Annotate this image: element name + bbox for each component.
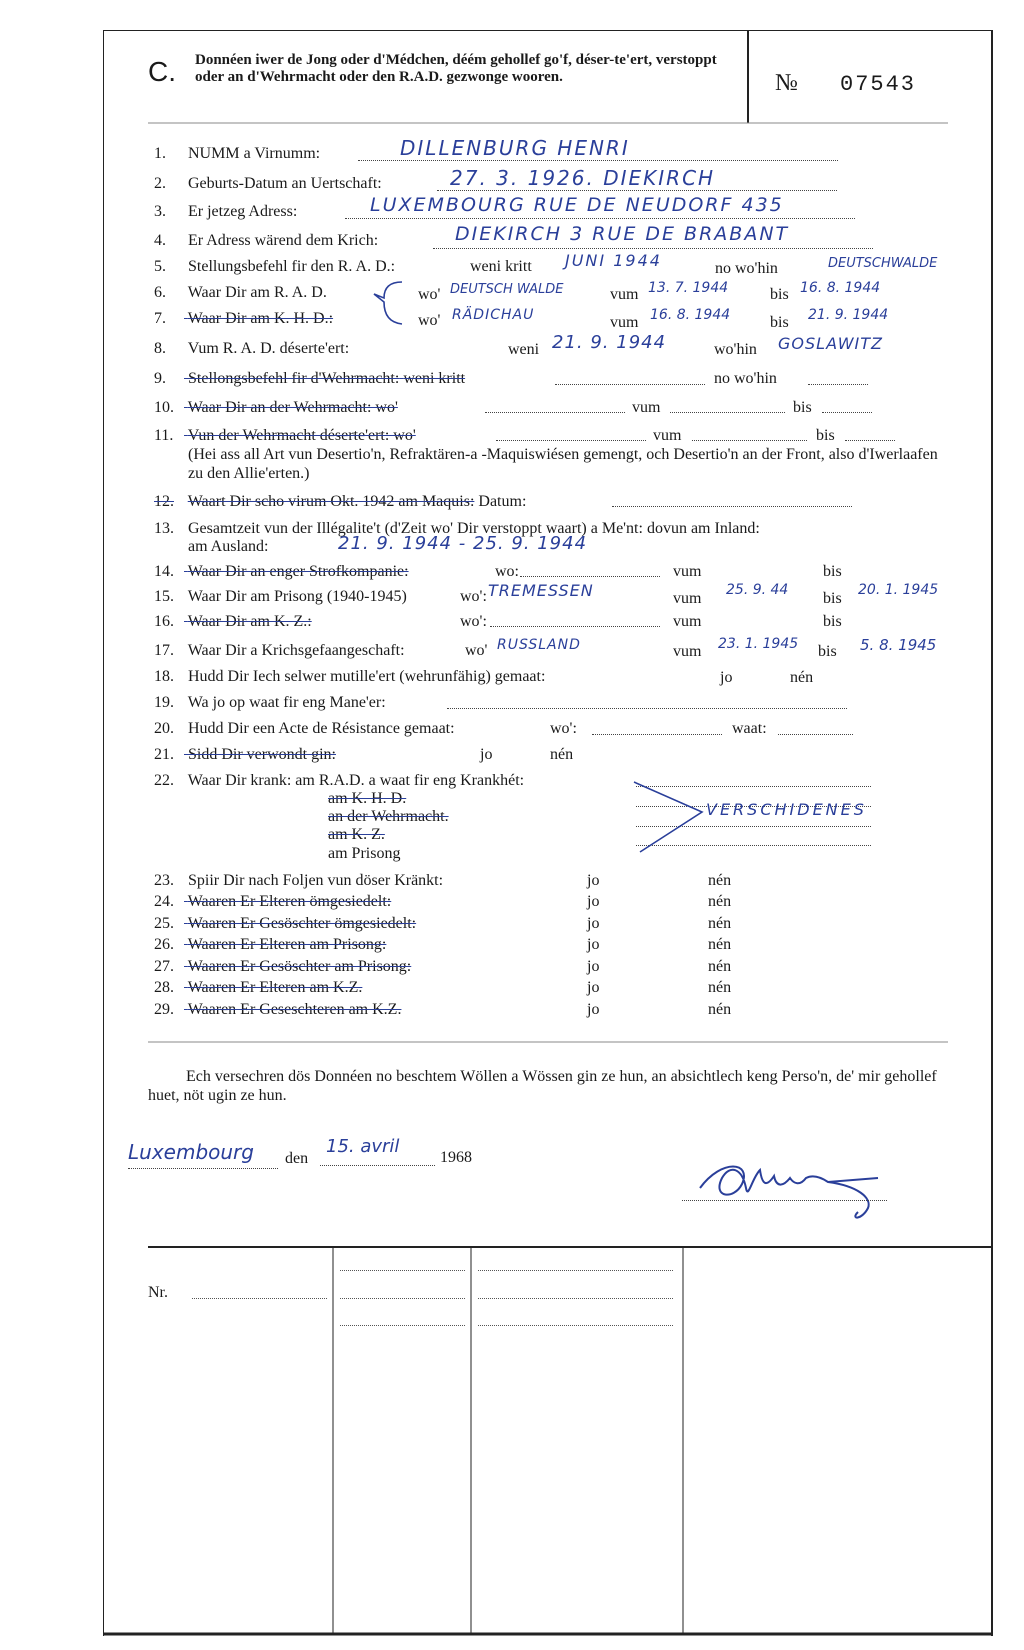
row-27 <box>154 958 411 976</box>
signature-place: Luxembourg <box>128 1140 254 1164</box>
row-17-vum: vum <box>673 643 702 660</box>
row-4-line <box>433 248 873 249</box>
row-number: 19. <box>154 694 174 711</box>
footer-field-2c[interactable] <box>478 1325 673 1326</box>
signature-year: 1968 <box>440 1149 472 1166</box>
pow-from: 23. 1. 1945 <box>718 636 799 652</box>
row-10-bis: bis <box>793 399 812 416</box>
row-25-nen: nén <box>708 915 732 932</box>
row-15 <box>154 588 407 606</box>
signature-line <box>682 1200 887 1201</box>
row-20 <box>154 720 455 738</box>
row-number: 9. <box>154 370 166 387</box>
row-label: Gesamtzeit vun der Illégalite't (d'Zeit wo' Dir verstoppt waart) a Me'nt: dovun am Inland: <box>188 520 760 537</box>
row-23 <box>154 872 443 890</box>
row-27-jo: jo <box>587 958 600 975</box>
row-number: 2. <box>154 175 166 192</box>
row-11 <box>154 427 416 445</box>
row-label: Waar Dir krank: am R.A.D. a waat fir eng Krankhét: <box>187 772 525 789</box>
row-24-nen: nén <box>708 893 732 910</box>
row-label: Stellungsbefehl fir den R. A. D.: <box>188 258 396 275</box>
row-16-wo: wo': <box>460 613 487 630</box>
desert-place: GOSLAWITZ <box>778 334 883 353</box>
khd-to: 21. 9. 1944 <box>808 307 889 323</box>
row-6-wo: wo' <box>418 286 441 303</box>
row-number: 16. <box>154 613 174 630</box>
pow-place: RUSSLAND <box>497 637 581 653</box>
row-20-line2 <box>778 734 853 735</box>
row-3 <box>154 203 297 221</box>
row-18 <box>154 668 545 686</box>
row-sub: weni kritt <box>403 370 466 387</box>
row-22-sub-kz: am K. Z. <box>328 826 385 843</box>
row-sub: Datum: <box>478 493 527 510</box>
declaration-text: Ech versechren dös Donnéen no beschtem Wöllen a Wössen gin ze hun, an absichtlech keng Perso'n, de' mir gehollef huet, nöt ugin ze hun. <box>148 1068 937 1104</box>
row-14 <box>154 563 409 581</box>
khd-place: RÄDICHAU <box>452 307 535 323</box>
row-10 <box>154 399 398 417</box>
row-9-line <box>555 384 705 385</box>
row-label: Vun der Wehrmacht déserte'ert: wo' <box>187 427 416 444</box>
row-number: 8. <box>154 340 166 357</box>
row-16-bis: bis <box>823 613 842 630</box>
row-label: Waaren Er Gesöschter ömgesiedelt: <box>187 915 417 932</box>
birth-value: 27. 3. 1926. DIEKIRCH <box>450 166 716 190</box>
row-12-line <box>612 506 852 507</box>
row-29-nen: nén <box>708 1001 732 1018</box>
illness-value: VERSCHIDENES <box>706 800 867 819</box>
row-26 <box>154 936 386 954</box>
rad-order-place: DEUTSCHWALDE <box>828 256 938 271</box>
rad-order-date: JUNI 1944 <box>565 251 662 270</box>
nr-field[interactable] <box>192 1298 327 1299</box>
row-22-sub-wehrmacht-text: an der Wehrmacht. <box>328 808 449 825</box>
row-label: Waaren Er Gesöschter am Prisong: <box>187 958 412 975</box>
row-26-jo: jo <box>587 936 600 953</box>
den-label: den <box>285 1150 309 1167</box>
row-19 <box>154 694 386 712</box>
row-14-line <box>520 576 660 577</box>
row-17 <box>154 642 405 660</box>
row-2 <box>154 175 382 193</box>
rad-place: DEUTSCH WALDE <box>450 282 564 297</box>
row-label: Wa jo op waat fir eng Mane'er: <box>187 694 386 711</box>
signature <box>682 1148 892 1224</box>
section-letter: C. <box>148 56 176 87</box>
row-22-bracket <box>630 778 710 858</box>
row-28 <box>154 979 362 997</box>
row-24-jo: jo <box>587 893 600 910</box>
row-label: Waar Dir an enger Strofkompanie: <box>187 563 409 580</box>
row-label: Waar Dir am R. A. D. <box>187 284 327 301</box>
footer-field-2a[interactable] <box>478 1270 673 1271</box>
row-number: 3. <box>154 203 166 220</box>
row-14-wo: wo: <box>495 563 519 580</box>
rad-from: 13. 7. 1944 <box>648 280 729 296</box>
row-8-sub: weni <box>508 341 540 358</box>
form-number-prefix: № <box>775 70 798 96</box>
row-26-nen: nén <box>708 936 732 953</box>
row-8 <box>154 340 349 358</box>
row-number: 11. <box>154 427 174 444</box>
row-label: Hudd Dir een Acte de Résistance gemaat: <box>188 720 455 737</box>
row-15-bis: bis <box>823 590 842 607</box>
row-9 <box>154 370 465 388</box>
row-number: 27. <box>154 958 174 975</box>
nr-label: Nr. <box>148 1284 168 1301</box>
khd-from: 16. 8. 1944 <box>650 307 731 323</box>
row-label: Er Adress wärend dem Krich: <box>188 232 379 249</box>
row-25-jo: jo <box>587 915 600 932</box>
header-title: Donnéen iwer de Jong oder d'Médchen, déém gehollef go'f, déser-te'ert, verstoppt oder an d'Wehrmacht oder den R.A.D. gezwonge wooren. <box>195 52 717 85</box>
row-4 <box>154 232 378 250</box>
row-22-sub-wehrmacht <box>328 808 449 826</box>
row-label: Waaren Er Geseschteren am K.Z. <box>187 1001 402 1018</box>
row-number: 15. <box>154 588 174 605</box>
row-2-line <box>437 190 837 191</box>
row-25 <box>154 915 416 933</box>
row-20-waat: waat: <box>732 720 767 737</box>
row-16-vum: vum <box>673 613 702 630</box>
war-address-value: DIEKIRCH 3 RUE DE BRABANT <box>455 223 790 245</box>
prison-to: 20. 1. 1945 <box>858 582 939 598</box>
illegal-abroad-value: 21. 9. 1944 - 25. 9. 1944 <box>338 533 588 554</box>
row-11-bis: bis <box>816 427 835 444</box>
row-17-bis: bis <box>818 643 837 660</box>
row-number: 25. <box>154 915 174 932</box>
row-6-bis: bis <box>770 286 789 303</box>
row-label: Hudd Dir Iech selwer mutille'ert (wehrunfähig) gemaat: <box>188 668 546 685</box>
row-27-nen: nén <box>708 958 732 975</box>
row-number: 20. <box>154 720 174 737</box>
row-10-line2 <box>670 412 785 413</box>
row-14-vum: vum <box>673 563 702 580</box>
row-number: 13. <box>154 520 174 537</box>
row-label: Waar Dir a Krichsgefaangeschaft: <box>187 642 405 659</box>
row-label: Spiir Dir nach Foljen vun döser Kränkt: <box>188 872 444 889</box>
desert-date: 21. 9. 1944 <box>552 332 667 353</box>
row-5-sub: weni kritt <box>470 258 532 275</box>
row-21-jo: jo <box>480 746 493 763</box>
row-label: Geburts-Datum an Uertschaft: <box>188 175 382 192</box>
row-16-line <box>490 626 660 627</box>
row-1-line <box>358 160 838 161</box>
row-number: 28. <box>154 979 174 996</box>
row-24 <box>154 893 391 911</box>
name-value: DILLENBURG HENRI <box>400 136 630 160</box>
row-label: Vum R. A. D. déserte'ert: <box>187 340 350 357</box>
rad-to: 16. 8. 1944 <box>800 280 881 296</box>
footer-field-1b[interactable] <box>340 1298 465 1299</box>
brace <box>372 280 412 330</box>
row-5-sub2: no wo'hin <box>715 260 778 277</box>
row-number: 29. <box>154 1001 174 1018</box>
row-10-line <box>485 412 625 413</box>
row-29-jo: jo <box>587 1001 600 1018</box>
row-16 <box>154 613 312 631</box>
row-3-line <box>345 218 855 219</box>
footer-field-2b[interactable] <box>478 1298 673 1299</box>
row-22-sub-prisong: am Prisong <box>328 845 401 862</box>
row-6-vum: vum <box>610 286 639 303</box>
row-28-jo: jo <box>587 979 600 996</box>
row-13-sub: am Ausland: <box>188 538 269 555</box>
row-21 <box>154 746 336 764</box>
row-22-sub-khd: am K. H. D. <box>328 790 407 807</box>
row-20-line <box>592 734 722 735</box>
row-28-nen: nén <box>708 979 732 996</box>
address-value: LUXEMBOURG RUE DE NEUDORF 435 <box>370 194 784 216</box>
row-21-nen: nén <box>550 746 574 763</box>
row-18-nen: nén <box>790 669 814 686</box>
row-number: 23. <box>154 872 174 889</box>
row-17-wo: wo' <box>465 642 488 659</box>
row-number: 5. <box>154 258 166 275</box>
row-number: 22. <box>154 772 174 789</box>
row-19-line <box>447 708 847 709</box>
row-20-wo: wo': <box>550 720 577 737</box>
row-11-line2 <box>692 440 807 441</box>
row-6 <box>154 284 327 302</box>
row-18-jo: jo <box>720 669 733 686</box>
row-label: Waaren Er Elteren ömgesiedelt: <box>187 893 392 910</box>
row-number: 10. <box>154 399 174 416</box>
row-number: 26. <box>154 936 174 953</box>
prison-from: 25. 9. 44 <box>726 582 789 598</box>
pow-to: 5. 8. 1945 <box>860 636 937 654</box>
row-number: 14. <box>154 563 174 580</box>
row-1 <box>154 145 320 163</box>
row-7 <box>154 310 333 328</box>
row-label: Waar Dir am K. H. D.: <box>187 310 334 327</box>
row-9-line2 <box>808 384 868 385</box>
row-9-sub2: no wo'hin <box>714 370 777 387</box>
row-10-vum: vum <box>632 399 661 416</box>
row-22 <box>154 772 524 790</box>
row-11-vum: vum <box>653 427 682 444</box>
row-label: Er jetzeg Adress: <box>188 203 298 220</box>
signature-date: 15. avril <box>326 1136 400 1157</box>
row-8-sub2: wo'hin <box>714 341 757 358</box>
row-number: 18. <box>154 668 174 685</box>
row-label: Waar Dir an der Wehrmacht: wo' <box>187 399 398 416</box>
row-label: Stellongsbefehl fir d'Wehrmacht: <box>188 370 400 387</box>
row-7-wo: wo' <box>418 312 441 329</box>
row-number: 6. <box>154 284 166 301</box>
row-number: 17. <box>154 642 174 659</box>
row-label: NUMM a Virnumm: <box>188 145 321 162</box>
row-14-bis: bis <box>823 563 842 580</box>
row-7-vum: vum <box>610 314 639 331</box>
row-23-nen: nén <box>708 872 732 889</box>
row-number: 12. <box>154 493 174 510</box>
desertion-note: (Hei ass all Art vun Desertio'n, Refraktären-a -Maquiswiésen gemengt, och Desertio'n an der Front, also d'Iwerlaafen zu den Allie'erten.) <box>188 446 938 482</box>
row-number: 7. <box>154 310 166 327</box>
row-label: Waar Dir am K. Z.: <box>187 613 312 630</box>
place-line <box>128 1168 278 1169</box>
row-15-wo: wo': <box>460 588 487 605</box>
row-label: Waar Dir am Prisong (1940-1945) <box>187 588 407 605</box>
row-29 <box>154 1001 401 1019</box>
row-label: Waaren Er Elteren am K.Z. <box>187 979 363 996</box>
row-label: Sidd Dir verwondt gin: <box>188 746 336 763</box>
row-5 <box>154 258 395 276</box>
form-number: 07543 <box>840 72 917 97</box>
row-label: Waaren Er Elteren am Prisong: <box>187 936 387 953</box>
row-number: 24. <box>154 893 174 910</box>
row-7-bis: bis <box>770 314 789 331</box>
row-23-jo: jo <box>587 872 600 889</box>
row-10-line3 <box>822 412 872 413</box>
row-number: 21. <box>154 746 174 763</box>
footer-field-1a[interactable] <box>340 1270 465 1271</box>
prison-place: TREMESSEN <box>488 581 594 600</box>
row-number: 4. <box>154 232 166 249</box>
date-line <box>320 1165 435 1166</box>
row-12 <box>154 493 526 511</box>
row-11-line3 <box>845 440 895 441</box>
row-label: Waart Dir scho virum Okt. 1942 am Maquis: <box>187 493 475 510</box>
row-11-line <box>496 440 646 441</box>
row-15-vum: vum <box>673 590 702 607</box>
footer-field-1c[interactable] <box>340 1325 465 1326</box>
row-number: 1. <box>154 145 166 162</box>
